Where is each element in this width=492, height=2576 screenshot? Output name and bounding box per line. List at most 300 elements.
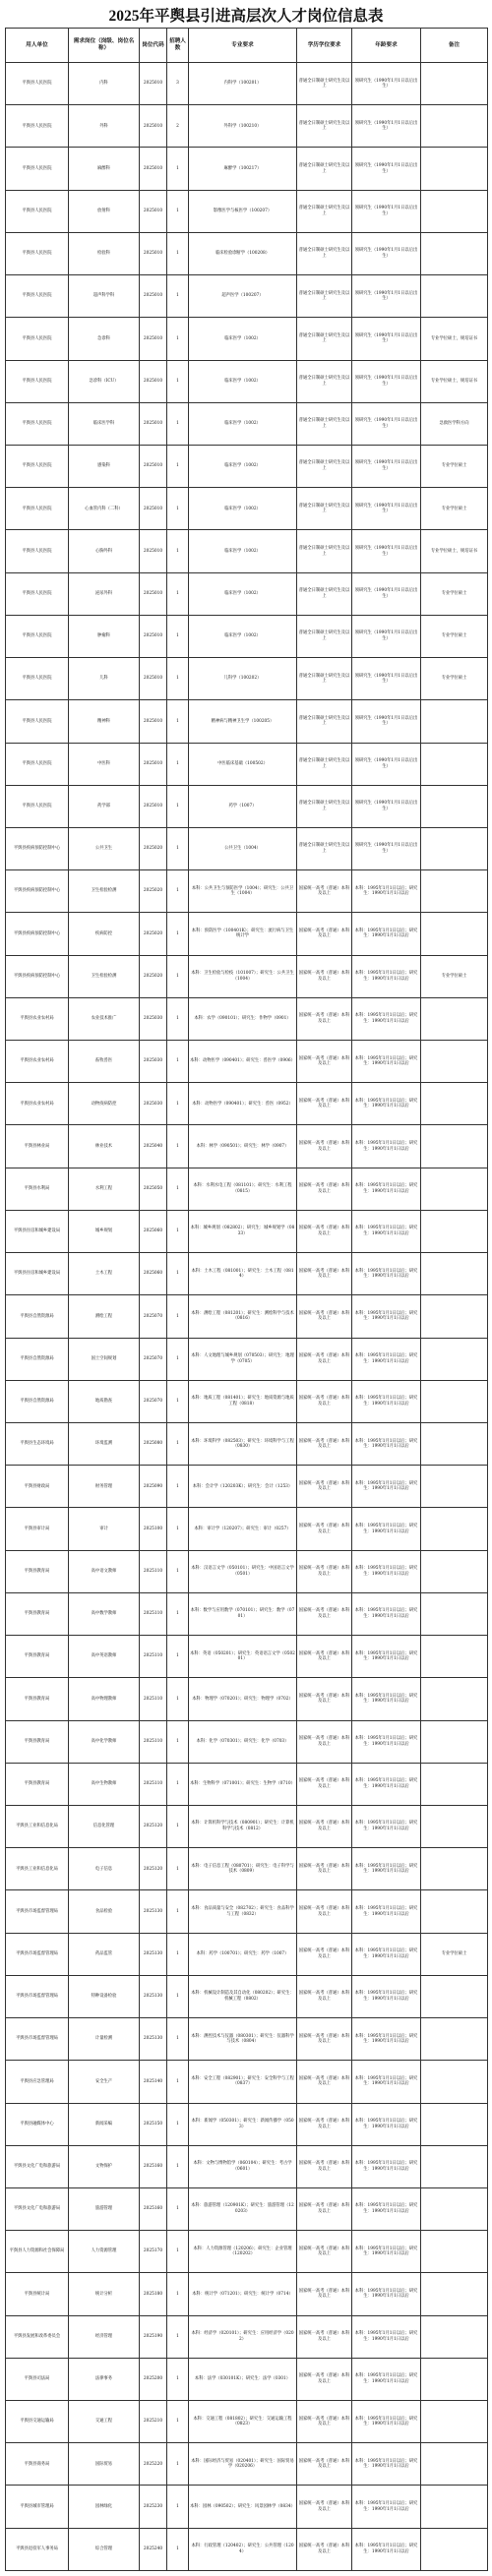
cell-major: 本科：公共卫生与预防医学（1004）；研究生：公共卫生（1004）: [189, 870, 297, 913]
cell-code: 2025130: [140, 1933, 167, 1975]
cell-code: 2025010: [140, 318, 167, 360]
cell-count: 1: [167, 700, 189, 743]
cell-note: 专业学位硕士: [421, 572, 488, 615]
cell-note: [421, 1253, 488, 1295]
table-row: [6, 190, 488, 232]
cell-unit: 平舆县农业农村局: [6, 1041, 69, 1083]
header-unit: 用人单位: [6, 29, 69, 63]
cell-post: 超声科学科: [69, 275, 140, 318]
cell-unit: 平舆县人民医院: [6, 275, 69, 318]
cell-major: 超声医学（100207）: [189, 275, 297, 318]
cell-count: 1: [167, 1933, 189, 1975]
cell-note: [421, 1805, 488, 1847]
cell-education: 普通全日制硕士研究生及以上: [297, 572, 352, 615]
cell-code: 2025220: [140, 2443, 167, 2486]
cell-age: 须研究生（1990年1月1日以后出生）: [352, 615, 421, 657]
cell-major: 本科：法学（030101K）；研究生：法学（0301）: [189, 2358, 297, 2400]
cell-major: 本科：药学（100701）；研究生：药学（1007）: [189, 1933, 297, 1975]
cell-education: 国家统一高考（普通）本科及以上: [297, 1890, 352, 1933]
cell-age: 本科：1995年1月1日以后；研究生：1990年1月1日以后: [352, 2103, 421, 2145]
cell-post: 公共卫生: [69, 827, 140, 869]
cell-note: [421, 700, 488, 743]
table-row: [6, 360, 488, 402]
cell-major: 本科：园林（090502）；研究生：风景园林学（0834）: [189, 2486, 297, 2528]
table-row: [6, 1168, 488, 1210]
cell-age: 本科：1995年1月1日以后；研究生：1990年1月1日以后: [352, 2187, 421, 2230]
cell-education: 普通全日制硕士研究生及以上: [297, 827, 352, 869]
cell-post: 感染科: [69, 445, 140, 487]
cell-note: [421, 1125, 488, 1168]
cell-unit: 平舆县人民医院: [6, 530, 69, 572]
cell-count: 1: [167, 2528, 189, 2570]
table-row: [6, 318, 488, 360]
table-row: [6, 2187, 488, 2230]
cell-education: 国家统一高考（普通）本科及以上: [297, 1975, 352, 2017]
cell-major: 本科：城乡规划（082802）；研究生：城乡规划学（0833）: [189, 1210, 297, 1252]
header-major: 专业要求: [189, 29, 297, 63]
cell-count: 1: [167, 1338, 189, 1380]
cell-count: 1: [167, 2231, 189, 2273]
cell-count: 1: [167, 148, 189, 190]
cell-code: 2025160: [140, 2187, 167, 2230]
cell-note: [421, 2401, 488, 2443]
cell-count: 1: [167, 1210, 189, 1252]
cell-post: 国际贸易: [69, 2443, 140, 2486]
cell-unit: 平舆县工业和信息化局: [6, 1805, 69, 1847]
cell-major: 临床医学（1002）: [189, 530, 297, 572]
table-row: [6, 615, 488, 657]
cell-age: 本科：1995年1月1日以后；研究生：1990年1月1日以后: [352, 1125, 421, 1168]
cell-unit: 平舆县自然资源局: [6, 1338, 69, 1380]
cell-major: 本科：审计学（120207）；研究生：审计（0257）: [189, 1508, 297, 1550]
cell-age: 本科：1995年1月1日以后；研究生：1990年1月1日以后: [352, 1338, 421, 1380]
cell-age: 本科：1995年1月1日以后；研究生：1990年1月1日以后: [352, 1678, 421, 1720]
cell-post: 农业技术推广: [69, 997, 140, 1040]
cell-major: 本科：测绘工程（081201）；研究生：测绘科学与技术（0816）: [189, 1295, 297, 1338]
cell-count: 1: [167, 1592, 189, 1635]
cell-age: 本科：1995年1月1日以后；研究生：1990年1月1日以后: [352, 1763, 421, 1805]
cell-note: [421, 1720, 488, 1763]
cell-unit: 平舆县教育局: [6, 1550, 69, 1592]
cell-post: 心胸外科: [69, 530, 140, 572]
cell-count: 1: [167, 402, 189, 445]
cell-post: 人力资源管理: [69, 2231, 140, 2273]
cell-note: [421, 913, 488, 955]
post-table: [5, 28, 488, 2571]
cell-major: 本科：新闻学（050301）；研究生：新闻传播学（0503）: [189, 2103, 297, 2145]
cell-education: 国家统一高考（普通）本科及以上: [297, 1550, 352, 1592]
table-row: [6, 743, 488, 785]
cell-count: 1: [167, 2187, 189, 2230]
cell-post: 审计: [69, 1508, 140, 1550]
cell-code: 2025190: [140, 2315, 167, 2358]
cell-age: 本科：1995年1月1日以后；研究生：1990年1月1日以后: [352, 1550, 421, 1592]
cell-age: 须研究生（1990年1月1日以后出生）: [352, 445, 421, 487]
cell-unit: 平舆县教育局: [6, 1636, 69, 1678]
cell-count: 1: [167, 232, 189, 274]
cell-post: 药学部: [69, 785, 140, 827]
cell-age: 本科：1995年1月1日以后；研究生：1990年1月1日以后: [352, 1295, 421, 1338]
cell-code: 2025080: [140, 1423, 167, 1466]
cell-post: 高中英语教师: [69, 1636, 140, 1678]
cell-education: 国家统一高考（普通）本科及以上: [297, 1805, 352, 1847]
cell-education: 普通全日制硕士研究生及以上: [297, 700, 352, 743]
cell-code: 2025010: [140, 530, 167, 572]
cell-education: 普通全日制硕士研究生及以上: [297, 360, 352, 402]
cell-education: 国家统一高考（普通）本科及以上: [297, 1041, 352, 1083]
cell-major: 本科：国际经济与贸易（020401）；研究生：国际贸易学（020206）: [189, 2443, 297, 2486]
cell-count: 1: [167, 1890, 189, 1933]
cell-count: 1: [167, 2018, 189, 2061]
cell-code: 2025130: [140, 2018, 167, 2061]
cell-note: [421, 1636, 488, 1678]
cell-education: 国家统一高考（普通）本科及以上: [297, 1083, 352, 1125]
cell-age: 须研究生（1990年1月1日以后出生）: [352, 402, 421, 445]
cell-education: 普通全日制硕士研究生及以上: [297, 232, 352, 274]
cell-post: 测绘工程: [69, 1295, 140, 1338]
cell-education: 国家统一高考（普通）本科及以上: [297, 1380, 352, 1422]
cell-unit: 平舆县疾病预防控制中心: [6, 955, 69, 997]
cell-post: 法律事务: [69, 2358, 140, 2400]
cell-count: 1: [167, 785, 189, 827]
cell-code: 2025120: [140, 1848, 167, 1890]
cell-count: 1: [167, 488, 189, 530]
cell-note: [421, 190, 488, 232]
cell-education: 国家统一高考（普通）本科及以上: [297, 997, 352, 1040]
cell-code: 2025240: [140, 2528, 167, 2570]
cell-age: 本科：1995年1月1日以后；研究生：1990年1月1日以后: [352, 1933, 421, 1975]
cell-post: 电子信息: [69, 1848, 140, 1890]
cell-age: 本科：1995年1月1日以后；研究生：1990年1月1日以后: [352, 955, 421, 997]
cell-note: [421, 2315, 488, 2358]
cell-count: 1: [167, 1508, 189, 1550]
cell-age: 本科：1995年1月1日以后；研究生：1990年1月1日以后: [352, 1168, 421, 1210]
cell-code: 2025090: [140, 1466, 167, 1508]
cell-age: 本科：1995年1月1日以后；研究生：1990年1月1日以后: [352, 1041, 421, 1083]
table-row: [6, 402, 488, 445]
cell-post: 麻醉科: [69, 148, 140, 190]
cell-major: 本科：土木工程（081001）；研究生：土木工程（0814）: [189, 1253, 297, 1295]
cell-unit: 平舆县人民医院: [6, 743, 69, 785]
cell-unit: 平舆县审计局: [6, 1508, 69, 1550]
cell-post: 动物疫病防控: [69, 1083, 140, 1125]
cell-count: 1: [167, 318, 189, 360]
table-row: [6, 827, 488, 869]
cell-note: [421, 1550, 488, 1592]
cell-age: 本科：1995年1月1日以后；研究生：1990年1月1日以后: [352, 913, 421, 955]
cell-note: [421, 105, 488, 148]
cell-unit: 平舆县疾病预防控制中心: [6, 827, 69, 869]
cell-education: 普通全日制硕士研究生及以上: [297, 743, 352, 785]
cell-post: 精神科: [69, 700, 140, 743]
cell-major: 本科：林学（090501）；研究生：林学（0907）: [189, 1125, 297, 1168]
cell-count: 1: [167, 1380, 189, 1422]
cell-education: 国家统一高考（普通）本科及以上: [297, 2187, 352, 2230]
cell-education: 国家统一高考（普通）本科及以上: [297, 2443, 352, 2486]
cell-education: 普通全日制硕士研究生及以上: [297, 63, 352, 105]
cell-unit: 平舆县退役军人事务局: [6, 2528, 69, 2570]
cell-education: 普通全日制硕士研究生及以上: [297, 190, 352, 232]
cell-post: 药品监管: [69, 1933, 140, 1975]
cell-age: 本科：1995年1月1日以后；研究生：1990年1月1日以后: [352, 2145, 421, 2187]
cell-education: 国家统一高考（普通）本科及以上: [297, 2018, 352, 2061]
cell-count: 1: [167, 743, 189, 785]
cell-code: 2025020: [140, 827, 167, 869]
table-row: [6, 1550, 488, 1592]
table-row: [6, 1975, 488, 2017]
header-post: 需求岗位（岗级、岗位名称）: [69, 29, 140, 63]
cell-unit: 平舆县人民医院: [6, 232, 69, 274]
cell-code: 2025160: [140, 2145, 167, 2187]
cell-note: 专业学位硕士: [421, 488, 488, 530]
table-row: [6, 232, 488, 274]
cell-unit: 平舆县人民医院: [6, 360, 69, 402]
cell-major: 本科：文物与博物馆学（060104）；研究生：考古学（0601）: [189, 2145, 297, 2187]
cell-age: 本科：1995年1月1日以后；研究生：1990年1月1日以后: [352, 870, 421, 913]
table-row: [6, 530, 488, 572]
cell-post: 经济管理: [69, 2315, 140, 2358]
cell-education: 普通全日制硕士研究生及以上: [297, 318, 352, 360]
cell-post: 临床医学科: [69, 402, 140, 445]
cell-post: 疾病防控: [69, 913, 140, 955]
cell-unit: 平舆县统计局: [6, 2273, 69, 2315]
cell-education: 国家统一高考（普通）本科及以上: [297, 1720, 352, 1763]
cell-age: 须研究生（1990年1月1日以后出生）: [352, 572, 421, 615]
table-row: [6, 2358, 488, 2400]
cell-major: 本科：人力资源管理（120206）；研究生：企业管理（120202）: [189, 2231, 297, 2273]
cell-age: 本科：1995年1月1日以后；研究生：1990年1月1日以后: [352, 1423, 421, 1466]
header-row: [6, 29, 488, 63]
cell-major: 公共卫生（1004）: [189, 827, 297, 869]
cell-note: [421, 743, 488, 785]
cell-note: 专业学位硕士，规培证书: [421, 530, 488, 572]
table-row: [6, 1380, 488, 1422]
cell-major: 本科：汉语言文学（050101）；研究生：中国语言文学（0501）: [189, 1550, 297, 1592]
table-row: [6, 1592, 488, 1635]
table-row: [6, 785, 488, 827]
cell-major: 临床医学（1002）: [189, 615, 297, 657]
cell-age: 本科：1995年1月1日以后；研究生：1990年1月1日以后: [352, 2018, 421, 2061]
cell-post: 园林绿化: [69, 2486, 140, 2528]
cell-post: 安全生产: [69, 2061, 140, 2103]
cell-major: 本科：动物医学（090401）；研究生：兽医（0952）: [189, 1083, 297, 1125]
cell-count: 1: [167, 2358, 189, 2400]
cell-age: 须研究生（1990年1月1日以后出生）: [352, 360, 421, 402]
table-row: [6, 445, 488, 487]
cell-count: 1: [167, 1550, 189, 1592]
cell-count: 1: [167, 1295, 189, 1338]
cell-note: [421, 2231, 488, 2273]
cell-major: 临床医学（1002）: [189, 488, 297, 530]
cell-age: 须研究生（1990年1月1日以后出生）: [352, 827, 421, 869]
cell-post: 计量检测: [69, 2018, 140, 2061]
cell-education: 国家统一高考（普通）本科及以上: [297, 1253, 352, 1295]
cell-code: 2025100: [140, 1508, 167, 1550]
table-row: [6, 1253, 488, 1295]
cell-code: 2025010: [140, 105, 167, 148]
cell-count: 1: [167, 572, 189, 615]
cell-age: 本科：1995年1月1日以后；研究生：1990年1月1日以后: [352, 2358, 421, 2400]
cell-code: 2025110: [140, 1636, 167, 1678]
cell-code: 2025170: [140, 2231, 167, 2273]
cell-post: 检验科: [69, 232, 140, 274]
cell-major: 本科：动物医学（090401）；研究生：兽医学（0906）: [189, 1041, 297, 1083]
cell-note: [421, 1592, 488, 1635]
table-body: [6, 63, 488, 2571]
cell-code: 2025030: [140, 997, 167, 1040]
cell-education: 国家统一高考（普通）本科及以上: [297, 1338, 352, 1380]
cell-post: 信息化管理: [69, 1805, 140, 1847]
cell-note: [421, 2145, 488, 2187]
cell-major: 临床医学（1002）: [189, 318, 297, 360]
cell-note: [421, 2061, 488, 2103]
cell-note: [421, 1678, 488, 1720]
cell-note: 专业学位硕士，规培证书: [421, 318, 488, 360]
cell-education: 国家统一高考（普通）本科及以上: [297, 2145, 352, 2187]
cell-note: [421, 1380, 488, 1422]
cell-count: 1: [167, 1466, 189, 1508]
cell-count: 1: [167, 2061, 189, 2103]
cell-age: 须研究生（1990年1月1日以后出生）: [352, 488, 421, 530]
cell-post: 高中生物教师: [69, 1763, 140, 1805]
cell-education: 国家统一高考（普通）本科及以上: [297, 1210, 352, 1252]
cell-age: 本科：1995年1月1日以后；研究生：1990年1月1日以后: [352, 1720, 421, 1763]
cell-unit: 平舆县人民医院: [6, 148, 69, 190]
cell-major: 临床医学（1002）: [189, 402, 297, 445]
cell-code: 2025110: [140, 1592, 167, 1635]
cell-post: 国土空间规划: [69, 1338, 140, 1380]
cell-code: 2025110: [140, 1678, 167, 1720]
cell-post: 急诊科（ICU）: [69, 360, 140, 402]
cell-unit: 平舆县住房和城乡建设局: [6, 1210, 69, 1252]
table-row: [6, 275, 488, 318]
cell-unit: 平舆县工业和信息化局: [6, 1848, 69, 1890]
table-row: [6, 1636, 488, 1678]
cell-post: 林业技术: [69, 1125, 140, 1168]
cell-code: 2025110: [140, 1720, 167, 1763]
cell-unit: 平舆县教育局: [6, 1678, 69, 1720]
cell-education: 国家统一高考（普通）本科及以上: [297, 2315, 352, 2358]
cell-major: 本科：地质工程（081401）；研究生：地质资源与地质工程（0818）: [189, 1380, 297, 1422]
cell-education: 国家统一高考（普通）本科及以上: [297, 1763, 352, 1805]
cell-age: 本科：1995年1月1日以后；研究生：1990年1月1日以后: [352, 2486, 421, 2528]
table-row: [6, 955, 488, 997]
cell-post: 特种设备检验: [69, 1975, 140, 2017]
cell-education: 普通全日制硕士研究生及以上: [297, 488, 352, 530]
cell-major: 本科：环境科学（082503）；研究生：环境科学与工程（0830）: [189, 1423, 297, 1466]
cell-count: 1: [167, 913, 189, 955]
cell-education: 普通全日制硕士研究生及以上: [297, 658, 352, 700]
cell-major: 本科：化学（070301）；研究生：化学（0703）: [189, 1720, 297, 1763]
table-row: [6, 658, 488, 700]
cell-post: 泌尿外科: [69, 572, 140, 615]
cell-age: 须研究生（1990年1月1日以后出生）: [352, 275, 421, 318]
cell-major: 临床医学（1002）: [189, 445, 297, 487]
cell-age: 本科：1995年1月1日以后；研究生：1990年1月1日以后: [352, 2443, 421, 2486]
table-row: [6, 2231, 488, 2273]
cell-count: 1: [167, 445, 189, 487]
table-row: [6, 1041, 488, 1083]
cell-unit: 平舆县人民医院: [6, 700, 69, 743]
cell-unit: 平舆县人民医院: [6, 785, 69, 827]
cell-unit: 平舆县文化广电和旅游局: [6, 2187, 69, 2230]
cell-education: 国家统一高考（普通）本科及以上: [297, 1508, 352, 1550]
cell-count: 1: [167, 2486, 189, 2528]
cell-count: 1: [167, 1763, 189, 1805]
cell-note: 专业学位硕士: [421, 445, 488, 487]
cell-major: 本科：数学与应用数学（070101）；研究生：数学（0701）: [189, 1592, 297, 1635]
cell-note: [421, 827, 488, 869]
cell-age: 本科：1995年1月1日以后；研究生：1990年1月1日以后: [352, 1380, 421, 1422]
cell-unit: 平舆县生态环境局: [6, 1423, 69, 1466]
cell-note: [421, 870, 488, 913]
cell-unit: 平舆县疾病预防控制中心: [6, 913, 69, 955]
cell-major: 药学（1007）: [189, 785, 297, 827]
cell-major: 本科：物理学（070201）；研究生：物理学（0702）: [189, 1678, 297, 1720]
cell-code: 2025050: [140, 1168, 167, 1210]
cell-education: 国家统一高考（普通）本科及以上: [297, 1466, 352, 1508]
cell-unit: 平舆县自然资源局: [6, 1380, 69, 1422]
cell-education: 国家统一高考（普通）本科及以上: [297, 1125, 352, 1168]
cell-count: 1: [167, 1041, 189, 1083]
cell-note: [421, 2443, 488, 2486]
cell-count: 1: [167, 1423, 189, 1466]
cell-age: 须研究生（1990年1月1日以后出生）: [352, 658, 421, 700]
cell-code: 2025070: [140, 1380, 167, 1422]
cell-post: 急诊科: [69, 318, 140, 360]
cell-unit: 平舆县文化广电和旅游局: [6, 2145, 69, 2187]
cell-post: 土木工程: [69, 1253, 140, 1295]
cell-post: 肿瘤科: [69, 615, 140, 657]
cell-unit: 平舆县应急管理局: [6, 2061, 69, 2103]
cell-age: 本科：1995年1月1日以后；研究生：1990年1月1日以后: [352, 2528, 421, 2570]
cell-count: 1: [167, 1253, 189, 1295]
cell-age: 本科：1995年1月1日以后；研究生：1990年1月1日以后: [352, 1210, 421, 1252]
cell-count: 1: [167, 1168, 189, 1210]
cell-unit: 平舆县人民医院: [6, 572, 69, 615]
table-row: [6, 1423, 488, 1466]
cell-major: 本科：行政管理（120402）；研究生：公共管理（1204）: [189, 2528, 297, 2570]
cell-note: [421, 1210, 488, 1252]
table-row: [6, 2273, 488, 2315]
cell-post: 文物保护: [69, 2145, 140, 2187]
cell-post: 高中语文教师: [69, 1550, 140, 1592]
header-count: 招聘人数: [167, 29, 189, 63]
cell-code: 2025230: [140, 2486, 167, 2528]
cell-code: 2025040: [140, 1125, 167, 1168]
cell-unit: 平舆县人民医院: [6, 615, 69, 657]
cell-note: [421, 1295, 488, 1338]
table-row: [6, 2401, 488, 2443]
cell-major: 中医临床基础（100502）: [189, 743, 297, 785]
cell-code: 2025010: [140, 232, 167, 274]
cell-unit: 平舆县城市管理局: [6, 2486, 69, 2528]
cell-code: 2025010: [140, 360, 167, 402]
cell-unit: 平舆县人民医院: [6, 318, 69, 360]
table-row: [6, 1848, 488, 1890]
cell-note: [421, 1975, 488, 2017]
cell-code: 2025120: [140, 1805, 167, 1847]
cell-count: 2: [167, 105, 189, 148]
cell-count: 1: [167, 997, 189, 1040]
cell-unit: 平舆县住房和城乡建设局: [6, 1253, 69, 1295]
header-education: 学历学位要求: [297, 29, 352, 63]
cell-age: 本科：1995年1月1日以后；研究生：1990年1月1日以后: [352, 2315, 421, 2358]
cell-age: 本科：1995年1月1日以后；研究生：1990年1月1日以后: [352, 1636, 421, 1678]
cell-post: 食品检验: [69, 1890, 140, 1933]
cell-age: 须研究生（1990年1月1日以后出生）: [352, 785, 421, 827]
cell-major: 内科学（100201）: [189, 63, 297, 105]
